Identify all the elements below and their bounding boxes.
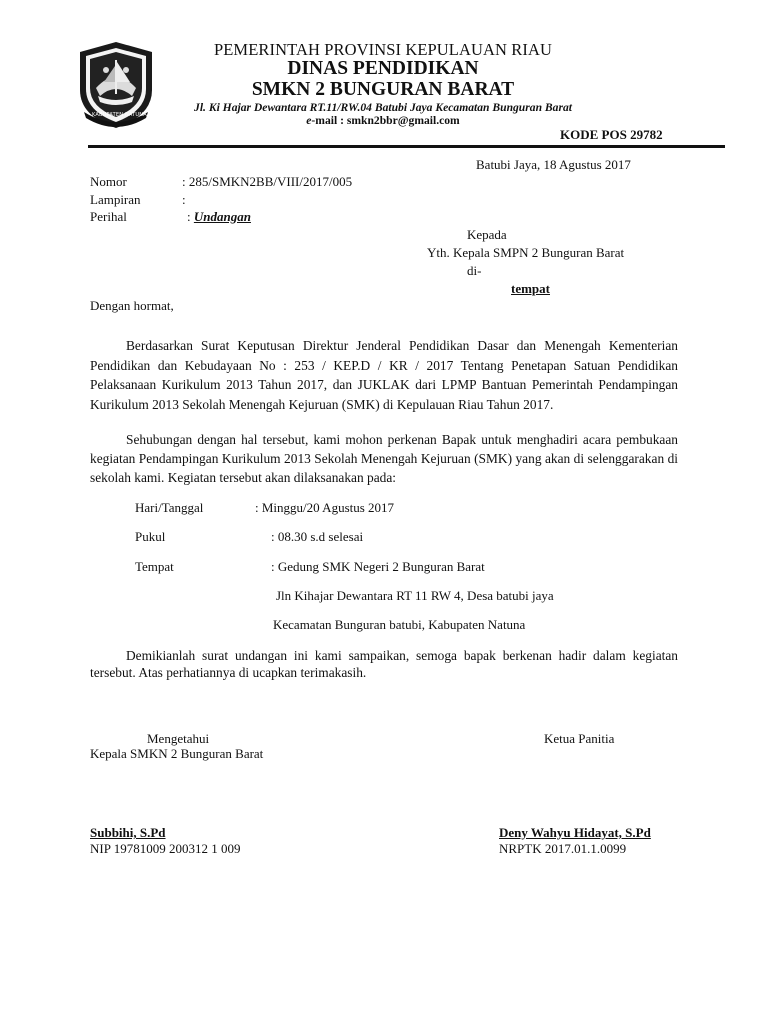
letterhead-divider <box>88 145 725 148</box>
left-signatory-title-1: Mengetahui <box>147 731 210 746</box>
letterhead-email <box>160 114 606 127</box>
event-time-label: Pukul <box>135 529 166 544</box>
body-paragraph-2: Sehubungan dengan hal tersebut, kami mohon perkenan Bapak untuk menghadiri acara pembukaan kegiatan Pendampingan Kurikulum 2013 Sekolah Menengah Kejuruan (SMK) yang akan di selenggarakan di sekolah kami. Kegiatan tersebut akan dilaksanakan pada: <box>90 432 678 485</box>
left-signatory-nip: NIP 19781009 200312 1 009 <box>90 841 241 856</box>
body-paragraph-1: Berdasarkan Surat Keputusan Direktur Jenderal Pendidikan Dasar dan Menengah Kementerian Pendidikan dan Kebudayaan No : 253 / KEP.D / KR / 2017 Tentang Penetapan Satuan Pendidikan Pelaksanaan Kurikulum 2013 Tahun 2017, dan JUKLAK dari LPMP Bantuan Pemerintah Pendampingan Kurikulum 2013 Sekolah Menengah Kejuruan (SMK) di Kepulauan Riau Tahun 2017. <box>90 338 678 412</box>
meta-perihal-value <box>187 209 251 225</box>
meta-lampiran-label: Lampiran <box>90 192 141 207</box>
event-address-line-2: Kecamatan Bunguran batubi, Kabupaten Natuna <box>273 617 526 632</box>
letterhead-department: DINAS PENDIDIKAN <box>287 58 479 79</box>
event-day-label: Hari/Tanggal <box>135 500 204 515</box>
letterhead-address: Jl. Ki Hajar Dewantara RT.11/RW.04 Batubi Jaya Kecamatan Bunguran Barat <box>194 101 572 114</box>
recipient-di: di- <box>467 263 482 278</box>
meta-nomor-label: Nomor <box>90 174 127 189</box>
right-signatory-name: Deny Wahyu Hidayat, S.Pd <box>499 825 651 840</box>
logo-ribbon-text: KABUPATEN NATUNA <box>92 112 147 118</box>
event-place-label: Tempat <box>135 559 174 574</box>
meta-nomor-value: : 285/SMKN2BB/VIII/2017/005 <box>182 174 353 189</box>
letterhead-school-name: SMKN 2 BUNGURAN BARAT <box>251 79 515 100</box>
event-day-value: : Minggu/20 Agustus 2017 <box>255 500 395 515</box>
right-signatory-title: Ketua Panitia <box>544 731 615 746</box>
left-signatory-name: Subbihi, S.Pd <box>90 825 166 840</box>
greeting: Dengan hormat, <box>90 298 174 313</box>
meta-perihal-colon: : <box>187 209 194 224</box>
meta-perihal-label: Perihal <box>90 209 127 224</box>
right-signatory-nrptk: NRPTK 2017.01.1.0099 <box>499 841 627 856</box>
email-label: e <box>306 114 312 127</box>
recipient-tempat: tempat <box>511 281 550 296</box>
meta-lampiran-value: : <box>182 192 186 207</box>
letter-date: Batubi Jaya, 18 Agustus 2017 <box>476 157 631 172</box>
left-signatory-title-2: Kepala SMKN 2 Bunguran Barat <box>90 746 264 761</box>
recipient-kepada: Kepada <box>467 227 507 242</box>
event-place-value: : Gedung SMK Negeri 2 Bunguran Barat <box>271 559 485 574</box>
letterhead-government: PEMERINTAH PROVINSI KEPULAUAN RIAU <box>213 40 553 59</box>
recipient-yth: Yth. Kepala SMPN 2 Bunguran Barat <box>427 245 625 260</box>
meta-perihal-subject: Undangan <box>193 209 251 224</box>
event-address-line-1: Jln Kihajar Dewantara RT 11 RW 4, Desa batubi jaya <box>276 588 554 603</box>
event-time-value: : 08.30 s.d selesai <box>271 529 364 544</box>
email-text: -mail : smkn2bbr@gmail.com <box>311 114 460 127</box>
postal-code: KODE POS 29782 <box>560 127 663 142</box>
regency-emblem-logo <box>74 38 158 130</box>
closing-paragraph: Demikianlah surat undangan ini kami sampaikan, semoga bapak berkenan hadir dalam kegiatan tersebut. Atas perhatiannya di ucapkan terimakasih. <box>90 648 678 680</box>
